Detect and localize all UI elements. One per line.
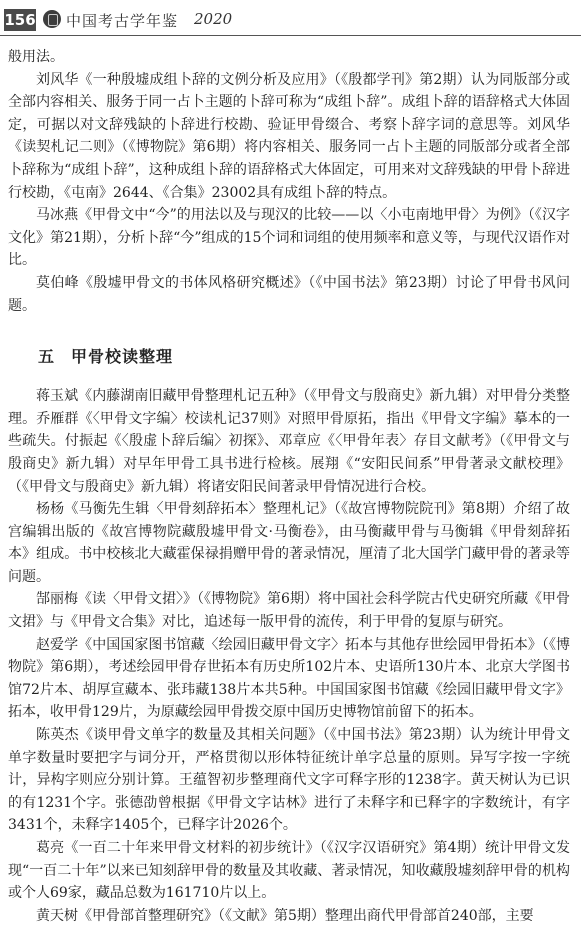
paragraph: 陈英杰《谈甲骨文单字的数量及其相关问题》（《中国书法》第23期）认为统计甲骨文单字数量时要把字与词分开，严格贯彻以形体特征统计单字总量的原则。异写字按一字统计，异构字则应分别计算。王蕴智初步整理商代文字可释字形的1238字。黄天树认为已识的有1231个字。张德劭曾根据《甲骨文字诂林》进行了未释字和已释字的字数统计，有字3431个，未释字1405个，已释字计2026个。 bbox=[8, 727, 570, 834]
page-number: 156 bbox=[4, 11, 36, 29]
seal-logo-icon bbox=[43, 10, 61, 28]
paragraph: 莫伯峰《殷墟甲骨文的书体风格研究概述》（《中国书法》第23期）讨论了甲骨书风问题。 bbox=[8, 274, 570, 314]
book-year: 2020 bbox=[194, 10, 233, 28]
page-body bbox=[8, 46, 570, 927]
paragraphs-after-section bbox=[8, 385, 570, 927]
paragraph: 杨杨《马衡先生辑〈甲骨刻辞拓本〉整理札记》（《故宫博物院院刊》第8期）介绍了故宫编辑出版的《故宫博物院藏殷墟甲骨文·马衡卷》，由马衡藏甲骨与马衡辑《甲骨刻辞拓本》组成。书中校核北大藏霍保禄捐赠甲骨的著录情况，厘清了北大国学门藏甲骨的著录等问题。 bbox=[8, 501, 570, 585]
paragraph: 葛亮《一百二十年来甲骨文材料的初步统计》（《汉字汉语研究》第4期）统计甲骨文发现“一百二十年”以来已知刻辞甲骨的数量及其收藏、著录情况，知收藏殷墟刻辞甲骨的机构或个人69家，藏品总数为161710片以上。 bbox=[8, 840, 570, 902]
section-title: 甲骨校读整理 bbox=[71, 347, 174, 367]
book-title: 中国考古学年鉴 bbox=[66, 12, 179, 30]
paragraph: 赵爱学《中国国家图书馆藏〈绘园旧藏甲骨文字〉拓本与其他存世绘园甲骨拓本》（《博物院》第6期），考述绘园甲骨存世拓本有历史所102片本、史语所130片本、北京大学图书馆72片本、胡厚宣藏本、张玮藏138片本共5种。中国国家图书馆藏《绘园旧藏甲骨文字》拓本，收甲骨129片，为原藏绘园甲骨拨交原中国历史博物馆前留下的拓本。 bbox=[8, 636, 570, 721]
paragraph: 郜丽梅《读〈甲骨文捃〉》（《博物院》第6期）将中国社会科学院古代史研究所藏《甲骨文捃》与《甲骨文合集》对比，追述每一版甲骨的流传，利于甲骨的复原与研究。 bbox=[8, 591, 570, 631]
paragraph: 般用法。 bbox=[8, 49, 64, 65]
header-rule bbox=[0, 35, 581, 36]
paragraph: 蒋玉斌《内藤湖南旧藏甲骨整理札记五种》（《甲骨文与殷商史》新九辑）对甲骨分类整理。乔雁群《〈甲骨文字编〉校读札记37则》对照甲骨原拓，指出《甲骨文字编》摹本的一些疏失。付振起《〈殷虚卜辞后编〉初探》、邓章应《〈甲骨年表〉存目文献考》（《甲骨文与殷商史》新九辑）对早年甲骨工具书进行检核。展翔《“安阳民间系”甲骨著录文献校理》（《甲骨文与殷商史》新九辑）将诸安阳民间著录甲骨情况进行合校。 bbox=[8, 388, 570, 495]
paragraph: 马冰燕《甲骨文中“今”的用法以及与现汉的比较——以〈小屯南地甲骨〉为例》（《汉字文化》第21期），分析卜辞“今”组成的15个词和词组的使用频率和意义等，与现代汉语作对比。 bbox=[8, 207, 570, 269]
paragraphs-before-section bbox=[8, 46, 570, 317]
running-header bbox=[0, 0, 581, 40]
section-heading bbox=[8, 347, 570, 367]
section-number: 五 bbox=[38, 347, 56, 367]
paragraph: 刘风华《一种殷墟成组卜辞的文例分析及应用》（《殷都学刊》第2期）认为同版部分或全部内容相关、服务于同一占卜主题的卜辞可称为“成组卜辞”。成组卜辞的语辞格式大体固定，可据以对文辞残缺的卜辞进行校勘、验证甲骨缀合、考察卜辞字词的意思等。刘风华《读契札记二则》（《博物院》第6期）将内容相关、服务同一占卜主题的同版部分或者全部卜辞称为“成组卜辞”，这种成组卜辞的语辞格式大体固定，可用来对文辞残缺的甲骨卜辞进行校勘，《屯南》2644、《合集》23002具有成组卜辞的特点。 bbox=[8, 71, 570, 201]
paragraph: 黄天树《甲骨部首整理研究》（《文献》第5期）整理出商代甲骨部首240部，主要 bbox=[36, 907, 534, 924]
